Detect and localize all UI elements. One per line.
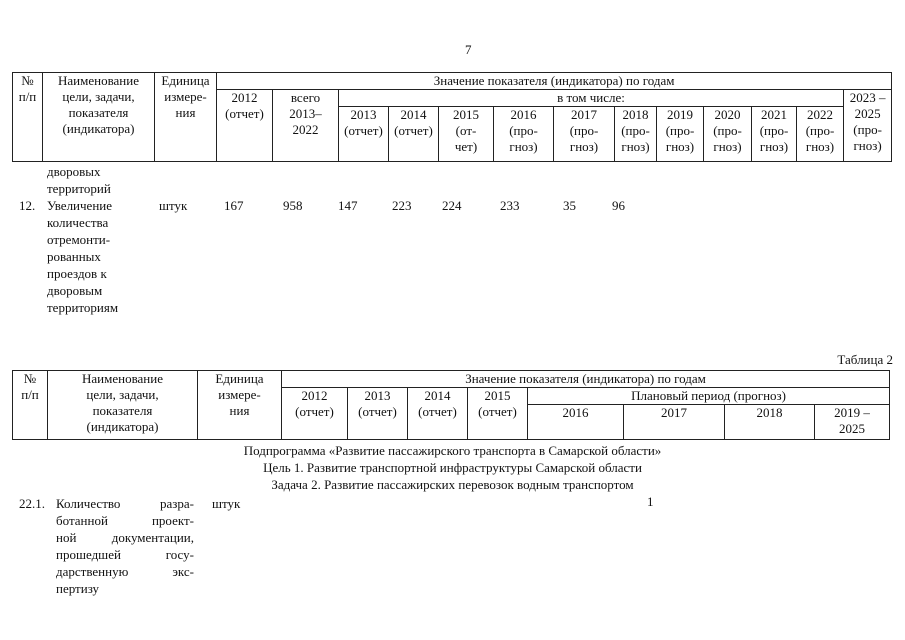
t2-header-2017: 2017 — [624, 405, 725, 440]
t1-row-num: 12. — [19, 198, 36, 213]
table1-header — [12, 72, 892, 162]
t2-goal-title: Цель 1. Развитие транспортной инфраструктуры Самарской области — [263, 460, 642, 475]
t2-header-unit: Единица измере- ния — [198, 371, 282, 440]
t1-header-2021: 2021 (про- гноз) — [752, 107, 797, 162]
t1-row-2012: 167 — [224, 198, 244, 213]
t2-row-name — [56, 495, 194, 597]
table2-caption: Таблица 2 — [837, 352, 893, 367]
t1-header-2023-2025: 2023 – 2025 (про- гноз) — [844, 90, 892, 162]
t1-header-values-title: Значение показателя (индикатора) по годам — [217, 73, 892, 90]
t1-row-unit: штук — [159, 198, 188, 213]
t2-header-name: Наименование цели, задачи, показателя (индикатора) — [48, 371, 198, 440]
t2-header-2012: 2012 (отчет) — [282, 388, 348, 440]
t1-header-2014: 2014 (отчет) — [389, 107, 439, 162]
t1-row-2014: 223 — [392, 198, 412, 213]
t2-header-values-title: Значение показателя (индикатора) по годам — [282, 371, 890, 388]
t1-row-2017: 35 — [563, 198, 576, 213]
t1-header-including: в том числе: — [339, 90, 844, 107]
t2-header-num: № п/п — [13, 371, 48, 440]
t2-row-name-line: дарственную экс- — [56, 564, 194, 579]
t2-row-num: 22.1. — [19, 496, 45, 511]
t2-header-2015: 2015 (отчет) — [468, 388, 528, 440]
t2-header-2016: 2016 — [528, 405, 624, 440]
t1-row-name: Увеличение количества отремонти- рованных проездов к дворовым территориям — [47, 198, 119, 315]
t1-row-2018: 96 — [612, 198, 625, 213]
t1-header-2019: 2019 (про- гноз) — [657, 107, 704, 162]
t2-subprogram-title: Подпрограмма «Развитие пассажирского транспорта в Самарской области» — [243, 443, 662, 458]
t1-row-2016: 233 — [500, 198, 520, 213]
t1-header-num: № п/п — [13, 73, 43, 162]
t1-header-unit: Единица измере- ния — [155, 73, 217, 162]
t1-row-total: 958 — [283, 198, 303, 213]
t2-row-2016: 1 — [647, 494, 654, 509]
t1-header-2020: 2020 (про- гноз) — [704, 107, 752, 162]
t1-header-name: Наименование цели, задачи, показателя (индикатора) — [43, 73, 155, 162]
t2-header-2013: 2013 (отчет) — [348, 388, 408, 440]
t1-header-2016: 2016 (про- гноз) — [494, 107, 554, 162]
t1-header-2012: 2012 (отчет) — [217, 90, 273, 162]
t1-header-2013: 2013 (отчет) — [339, 107, 389, 162]
t1-header-2018: 2018 (про- гноз) — [615, 107, 657, 162]
t2-header-2019-2025: 2019 – 2025 — [815, 405, 890, 440]
t2-header-2018: 2018 — [725, 405, 815, 440]
table2-header — [12, 370, 890, 440]
t2-row-name-line: ботанной проект- — [56, 513, 194, 528]
t2-row-unit: штук — [212, 496, 241, 511]
t2-row-name-line: прошедшей госу- — [56, 547, 194, 562]
t1-header-2022: 2022 (про- гноз) — [797, 107, 844, 162]
t1-row-2013: 147 — [338, 198, 358, 213]
t1-continuation-text: дворовых территорий — [47, 164, 111, 196]
t1-row-2015: 224 — [442, 198, 462, 213]
page-number: 7 — [465, 42, 472, 57]
t2-row-name-line: пертизу — [56, 581, 100, 596]
t1-header-total: всего 2013– 2022 — [273, 90, 339, 162]
t1-header-2017: 2017 (про- гноз) — [554, 107, 615, 162]
t2-header-plan-period: Плановый период (прогноз) — [528, 388, 890, 405]
t2-header-2014: 2014 (отчет) — [408, 388, 468, 440]
t1-header-2015: 2015 (от- чет) — [439, 107, 494, 162]
t2-row-name-line: ной документации, — [56, 530, 194, 545]
t2-task-title: Задача 2. Развитие пассажирских перевозок водным транспортом — [271, 477, 634, 492]
t2-row-name-line: Количество разра- — [56, 496, 194, 511]
